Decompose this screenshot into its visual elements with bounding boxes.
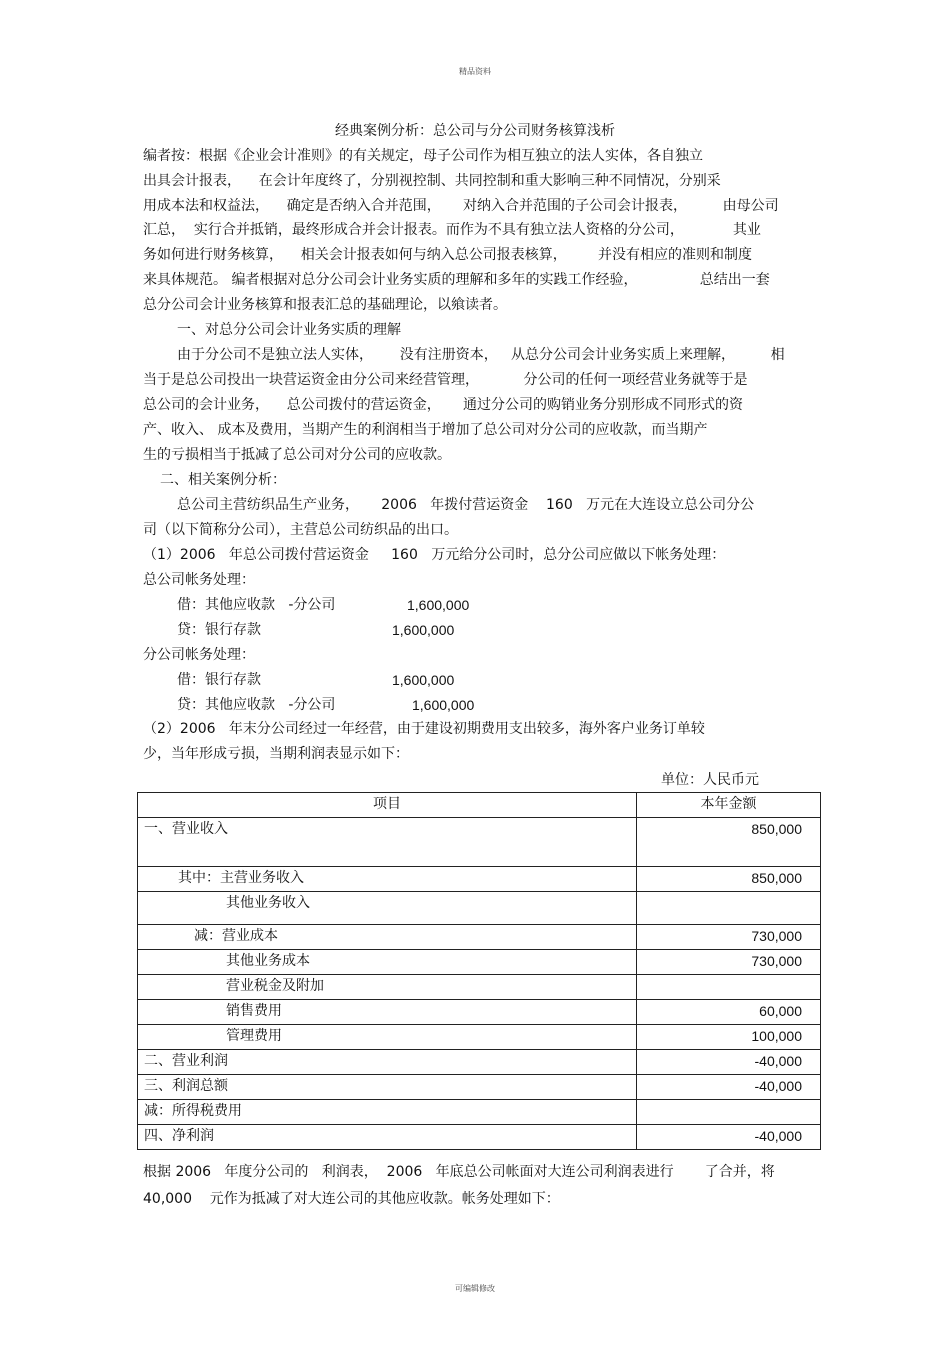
row-value: -40,000 [636, 1050, 820, 1075]
section1-line: 生的亏损相当于抵减了总公司对分公司的应收款。 [143, 447, 451, 463]
section1-line: 由于分公司不是独立法人实体， 没有注册资本， 从总分公司会计业务实质上来理解， 相 [177, 347, 785, 363]
closing-line: 40,000 元作为抵减了对大连公司的其他应收款。帐务处理如下： [143, 1191, 560, 1207]
section2-line: 司（以下简称分公司），主营总公司纺织品的出口。 [143, 522, 458, 538]
intro-line: 用成本法和权益法， 确定是否纳入合并范围， 对纳入合并范围的子公司会计报表， 由母公司 [143, 198, 779, 214]
hq-credit-entry: 贷：银行存款 [177, 622, 261, 638]
row-value: 100,000 [636, 1025, 820, 1050]
row-label: 其他业务收入 [138, 892, 637, 925]
row-label: 减：营业成本 [138, 925, 637, 950]
table-row [138, 1025, 821, 1050]
section2-line: 总公司主营纺织品生产业务， 2006 年拨付营运资金 160 万元在大连设立总公司分公 [177, 497, 755, 513]
income-statement-table [137, 792, 821, 1150]
row-value: -40,000 [636, 1075, 820, 1100]
hq-debit-entry: 借：其他应收款 -分公司 [177, 597, 336, 613]
row-value [636, 975, 820, 1000]
row-value [636, 1100, 820, 1125]
row-value: 60,000 [636, 1000, 820, 1025]
document-title: 经典案例分析：总公司与分公司财务核算浅析 [335, 123, 615, 139]
page-header: 精品资料 [459, 67, 491, 76]
table-row [138, 1050, 821, 1075]
part2-line: （2）2006 年末分公司经过一年经营，由于建设初期费用支出较多，海外客户业务订单较 [143, 721, 705, 737]
header-amount: 本年金额 [636, 793, 820, 818]
intro-line: 务如何进行财务核算， 相关会计报表如何与纳入总公司报表核算， 并没有相应的准则和制度 [143, 247, 752, 263]
intro-line: 总分公司会计业务核算和报表汇总的基础理论，以飨读者。 [143, 297, 507, 313]
row-label: 四、净利润 [138, 1125, 637, 1150]
section1-line: 产、收入、 成本及费用，当期产生的利润相当于增加了总公司对分公司的应收款，而当期产 [143, 422, 708, 438]
table-row [138, 975, 821, 1000]
branch-debit-amount: 1,600,000 [392, 672, 455, 688]
row-value: 730,000 [636, 950, 820, 975]
header-item: 项目 [138, 793, 637, 818]
section2-line: （1）2006 年总公司拨付营运资金 160 万元给分公司时，总分公司应做以下帐务处理： [143, 547, 726, 563]
intro-line: 汇总， 实行合并抵销，最终形成合并会计报表。而作为不具有独立法人资格的分公司， 其业 [143, 222, 761, 238]
page-footer: 可编辑修改 [455, 1284, 495, 1293]
row-label: 三、利润总额 [138, 1075, 637, 1100]
branch-credit-amount: 1,600,000 [412, 697, 475, 713]
row-value: 850,000 [636, 818, 820, 867]
table-row [138, 892, 821, 925]
row-label: 其他业务成本 [138, 950, 637, 975]
section2-title: 二、相关案例分析： [160, 472, 286, 488]
intro-line: 来具体规范。 编者根据对总分公司会计业务实质的理解和多年的实践工作经验， 总结出一套 [143, 272, 770, 288]
row-label: 管理费用 [138, 1025, 637, 1050]
hq-credit-amount: 1,600,000 [392, 622, 455, 638]
row-label: 二、营业利润 [138, 1050, 637, 1075]
table-row [138, 1000, 821, 1025]
table-row [138, 925, 821, 950]
row-value [636, 892, 820, 925]
row-label: 其中：主营业务收入 [138, 867, 637, 892]
part2-line: 少，当年形成亏损，当期利润表显示如下： [143, 746, 409, 762]
table-row [138, 950, 821, 975]
branch-credit-entry: 贷：其他应收款 -分公司 [177, 697, 336, 713]
unit-label: 单位：人民币元 [661, 772, 759, 788]
row-label: 营业税金及附加 [138, 975, 637, 1000]
row-label: 销售费用 [138, 1000, 637, 1025]
row-label: 一、营业收入 [138, 818, 637, 867]
row-value: 850,000 [636, 867, 820, 892]
table-row [138, 1100, 821, 1125]
table-row [138, 867, 821, 892]
section2-line: 总公司帐务处理： [143, 572, 255, 588]
intro-line: 编者按：根据《企业会计准则》的有关规定，母子公司作为相互独立的法人实体，各自独立 [143, 148, 703, 164]
closing-line: 根据 2006 年度分公司的 利润表， 2006 年底总公司帐面对大连公司利润表进行 了合并，将 [143, 1164, 775, 1180]
row-value: 730,000 [636, 925, 820, 950]
branch-entry-title: 分公司帐务处理： [143, 647, 255, 663]
section1-line: 当于是总公司投出一块营运资金由分公司来经营管理， 分公司的任何一项经营业务就等于是 [143, 372, 748, 388]
section1-line: 总公司的会计业务， 总公司拨付的营运资金， 通过分公司的购销业务分别形成不同形式的资 [143, 397, 744, 413]
row-label: 减：所得税费用 [138, 1100, 637, 1125]
section1-title: 一、对总分公司会计业务实质的理解 [177, 322, 401, 338]
intro-line: 出具会计报表， 在会计年度终了，分别视控制、共同控制和重大影响三种不同情况，分别采 [143, 173, 721, 189]
table-row [138, 1125, 821, 1150]
table-row [138, 818, 821, 867]
row-value: -40,000 [636, 1125, 820, 1150]
table-row [138, 1075, 821, 1100]
branch-debit-entry: 借：银行存款 [177, 672, 261, 688]
table-header-row [138, 793, 821, 818]
hq-debit-amount: 1,600,000 [407, 597, 470, 613]
